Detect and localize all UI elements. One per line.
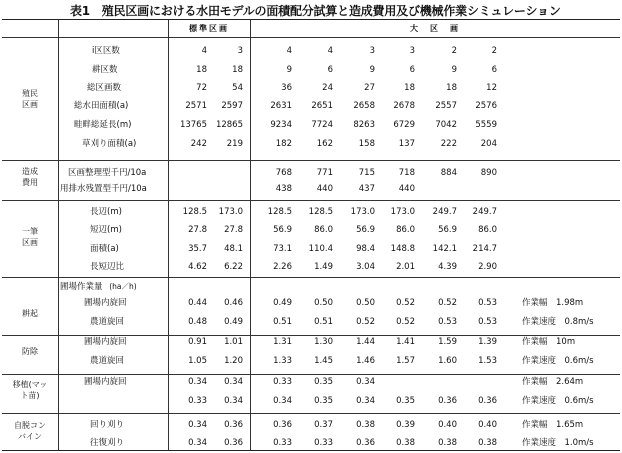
table-cell: 715 — [358, 168, 375, 178]
table-cell: 0.34 — [356, 396, 375, 406]
table-title: 表1 殖民区画における水田モデルの面積配分試算と造成費用及び機械作業シミュレーション — [70, 4, 561, 18]
row-note: 作業速度 0.6m/s — [522, 396, 594, 406]
table-cell: 1.05 — [188, 356, 207, 366]
row-label: 区画整理型千円/10a — [68, 168, 147, 178]
table-cell: 128.5 — [308, 207, 333, 217]
work-rate-unit: (ha／h) — [109, 282, 137, 291]
row-label: 草刈り面積(a) — [82, 139, 137, 149]
table-cell: 18 — [196, 65, 207, 75]
table-cell: 440 — [316, 184, 333, 194]
table-cell: 137 — [398, 139, 415, 149]
table-cell: 6 — [491, 65, 497, 75]
row-label: 長短辺比 — [90, 262, 125, 272]
table-cell: 2.26 — [273, 262, 292, 272]
divider — [2, 37, 620, 38]
table-cell: 6.22 — [224, 262, 243, 272]
group-plowing: 耕起 — [22, 309, 38, 318]
table-cell: 0.44 — [188, 298, 207, 308]
table-cell: 884 — [440, 168, 457, 178]
table-cell: 148.8 — [390, 244, 415, 254]
table-cell: 0.40 — [438, 420, 457, 430]
table-cell: 0.34 — [273, 396, 292, 406]
header-large: 大 区 画 — [410, 24, 460, 33]
table-cell: 73.1 — [273, 244, 292, 254]
table-cell: 0.33 — [273, 377, 292, 387]
table-cell: 440 — [398, 184, 415, 194]
table-cell: 0.34 — [356, 377, 375, 387]
table-cell: 0.52 — [396, 317, 415, 327]
table-cell: 219 — [226, 139, 243, 149]
table-cell: 98.4 — [356, 244, 375, 254]
table-cell: 768 — [275, 168, 292, 178]
table-cell: 1.59 — [438, 337, 457, 347]
table-cell: 0.34 — [188, 420, 207, 430]
table-cell: 2678 — [393, 101, 415, 111]
table-cell: 9 — [369, 65, 375, 75]
table-cell: 0.51 — [273, 317, 292, 327]
table-cell: 4 — [201, 46, 207, 56]
table-cell: 0.91 — [188, 337, 207, 347]
table-cell: 0.36 — [438, 396, 457, 406]
table-cell: 18 — [404, 83, 415, 93]
table-cell: 2.90 — [478, 262, 497, 272]
table-cell: 2 — [451, 46, 457, 56]
table-cell: 2658 — [353, 101, 375, 111]
table-cell: 0.36 — [224, 420, 243, 430]
table-cell: 0.36 — [273, 420, 292, 430]
table-cell: 6 — [327, 65, 333, 75]
table-cell: 1.53 — [478, 356, 497, 366]
table-cell: 0.34 — [224, 377, 243, 387]
table-cell: 0.46 — [224, 298, 243, 308]
table-cell: 0.35 — [314, 377, 333, 387]
table-cell: 0.50 — [314, 298, 333, 308]
row-label: 回り刈り — [90, 420, 125, 430]
row-label: 圃場内旋回 — [84, 298, 127, 308]
table-cell: 2571 — [185, 101, 207, 111]
row-note: 作業速度 0.6m/s — [522, 356, 594, 366]
group-colony: 殖民 区画 — [22, 89, 38, 109]
table-cell: 7042 — [435, 120, 457, 130]
table-cell: 56.9 — [356, 225, 375, 235]
table-cell: 36 — [281, 83, 292, 93]
divider — [2, 200, 620, 201]
table-cell: 158 — [358, 139, 375, 149]
table-cell: 27.8 — [188, 225, 207, 235]
table-cell: 771 — [316, 168, 333, 178]
table-cell: 1.44 — [356, 337, 375, 347]
row-note: 作業幅 1.65m — [522, 420, 584, 430]
table-cell: 35.7 — [188, 244, 207, 254]
table-cell: 2557 — [435, 101, 457, 111]
table-cell: 142.1 — [432, 244, 457, 254]
table-cell: 890 — [480, 168, 497, 178]
table-cell: 6729 — [393, 120, 415, 130]
table-cell: 1.39 — [478, 337, 497, 347]
row-label: i区区数 — [92, 46, 120, 56]
table-cell: 0.52 — [356, 317, 375, 327]
table-cell: 0.38 — [356, 420, 375, 430]
table-cell: 5559 — [475, 120, 497, 130]
table-cell: 54 — [232, 83, 243, 93]
table-cell: 24 — [322, 83, 333, 93]
table-cell: 1.49 — [314, 262, 333, 272]
divider — [250, 20, 251, 450]
row-label: 耕区数 — [92, 65, 118, 75]
table-cell: 437 — [358, 184, 375, 194]
table-cell: 1.31 — [273, 337, 292, 347]
table-cell: 1.01 — [224, 337, 243, 347]
table-cell: 0.38 — [396, 438, 415, 448]
table-cell: 182 — [275, 139, 292, 149]
table-cell: 162 — [316, 139, 333, 149]
table-cell: 86.0 — [478, 225, 497, 235]
row-label: 長辺(m) — [90, 207, 122, 217]
table-cell: 0.36 — [356, 438, 375, 448]
row-note: 作業幅 2.64m — [522, 377, 584, 387]
simulation-table — [2, 19, 620, 451]
table-cell: 9 — [286, 65, 292, 75]
table-cell: 0.50 — [356, 298, 375, 308]
group-weeding: 防除 — [22, 347, 38, 356]
table-cell: 27 — [364, 83, 375, 93]
row-label: 面積(a) — [90, 244, 119, 254]
group-harvest: 自脱コン バイン — [14, 421, 46, 441]
header-standard: 標準区画 — [189, 24, 229, 33]
table-cell: 7724 — [311, 120, 333, 130]
row-note: 作業速度 1.0m/s — [522, 438, 594, 448]
table-cell: 173.0 — [350, 207, 375, 217]
divider — [2, 374, 620, 375]
group-transplant: 移植(マッ ト苗) — [12, 380, 48, 400]
table-cell: 0.53 — [478, 317, 497, 327]
table-cell: 128.5 — [182, 207, 207, 217]
table-cell: 4.62 — [188, 262, 207, 272]
table-cell: 110.4 — [308, 244, 333, 254]
table-cell: 173.0 — [390, 207, 415, 217]
table-cell: 0.35 — [396, 396, 415, 406]
table-cell: 0.40 — [478, 420, 497, 430]
row-label: 農道旋回 — [90, 317, 125, 327]
table-cell: 9234 — [270, 120, 292, 130]
table-cell: 0.53 — [478, 298, 497, 308]
table-cell: 2 — [491, 46, 497, 56]
table-cell: 0.38 — [478, 438, 497, 448]
group-field: 一筆 区画 — [22, 227, 38, 247]
table-cell: 0.33 — [273, 438, 292, 448]
table-cell: 48.1 — [224, 244, 243, 254]
table-cell: 2651 — [311, 101, 333, 111]
table-cell: 249.7 — [472, 207, 497, 217]
table-cell: 0.52 — [396, 298, 415, 308]
group-cost: 造成 費用 — [22, 167, 38, 187]
divider — [2, 160, 620, 161]
table-cell: 0.35 — [314, 396, 333, 406]
table-cell: 56.9 — [438, 225, 457, 235]
table-cell: 1.57 — [396, 356, 415, 366]
row-label: 総水田面積(a) — [74, 101, 129, 111]
table-cell: 3 — [369, 46, 375, 56]
table-cell: 6 — [409, 65, 415, 75]
table-cell: 4.39 — [438, 262, 457, 272]
table-cell: 0.36 — [478, 396, 497, 406]
row-label: 総区画数 — [87, 83, 122, 93]
row-note: 作業幅 10m — [522, 337, 576, 347]
table-cell: 3 — [409, 46, 415, 56]
table-cell: 1.46 — [356, 356, 375, 366]
table-cell: 128.5 — [267, 207, 292, 217]
table-cell: 0.34 — [224, 396, 243, 406]
table-cell: 4 — [286, 46, 292, 56]
table-cell: 0.33 — [314, 438, 333, 448]
table-cell: 0.37 — [314, 420, 333, 430]
divider — [2, 413, 620, 414]
table-cell: 86.0 — [314, 225, 333, 235]
table-cell: 438 — [275, 184, 292, 194]
divider — [2, 277, 620, 278]
table-cell: 8263 — [353, 120, 375, 130]
table-cell: 0.34 — [188, 377, 207, 387]
table-cell: 9 — [451, 65, 457, 75]
work-rate-title: 圃場作業量 — [60, 282, 103, 292]
table-cell: 222 — [440, 139, 457, 149]
row-label: 圃場内旋回 — [84, 377, 127, 387]
row-label: 圃場内旋回 — [84, 337, 127, 347]
table-cell: 0.39 — [396, 420, 415, 430]
table-cell: 204 — [480, 139, 497, 149]
table-cell: 0.34 — [188, 438, 207, 448]
table-cell: 13765 — [179, 120, 207, 130]
table-cell: 0.51 — [314, 317, 333, 327]
row-note: 作業速度 0.8m/s — [522, 317, 594, 327]
table-cell: 0.38 — [438, 438, 457, 448]
row-label: 農道旋回 — [90, 356, 125, 366]
table-cell: 0.53 — [438, 317, 457, 327]
table-cell: 214.7 — [472, 244, 497, 254]
table-cell: 1.30 — [314, 337, 333, 347]
table-cell: 86.0 — [396, 225, 415, 235]
table-cell: 2631 — [270, 101, 292, 111]
table-cell: 12 — [486, 83, 497, 93]
table-cell: 18 — [446, 83, 457, 93]
table-cell: 1.20 — [224, 356, 243, 366]
table-cell: 242 — [190, 139, 207, 149]
table-cell: 0.33 — [188, 396, 207, 406]
row-note: 作業幅 1.98m — [522, 298, 584, 308]
row-label: 畦畔総延長(m) — [74, 120, 132, 130]
table-cell: 3.04 — [356, 262, 375, 272]
work-rate-label — [60, 281, 137, 293]
table-cell: 56.9 — [273, 225, 292, 235]
table-cell: 2597 — [221, 101, 243, 111]
table-cell: 173.0 — [218, 207, 243, 217]
table-cell: 4 — [327, 46, 333, 56]
table-cell: 2.01 — [396, 262, 415, 272]
table-cell: 1.41 — [396, 337, 415, 347]
row-label: 往復刈り — [90, 438, 125, 448]
table-cell: 718 — [398, 168, 415, 178]
table-cell: 1.60 — [438, 356, 457, 366]
table-cell: 0.49 — [224, 317, 243, 327]
table-cell: 249.7 — [432, 207, 457, 217]
table-cell: 0.36 — [224, 438, 243, 448]
divider — [58, 20, 59, 450]
table-cell: 12865 — [215, 120, 243, 130]
table-cell: 0.49 — [273, 298, 292, 308]
table-cell: 1.45 — [314, 356, 333, 366]
table-cell: 72 — [196, 83, 207, 93]
table-cell: 27.8 — [224, 225, 243, 235]
table-cell: 0.48 — [188, 317, 207, 327]
row-label: 短辺(m) — [90, 225, 122, 235]
table-cell: 18 — [232, 65, 243, 75]
table-cell: 0.52 — [438, 298, 457, 308]
row-label: 用排水残置型千円/10a — [60, 184, 147, 194]
table-cell: 1.33 — [273, 356, 292, 366]
table-cell: 2576 — [475, 101, 497, 111]
table-cell: 3 — [237, 46, 243, 56]
